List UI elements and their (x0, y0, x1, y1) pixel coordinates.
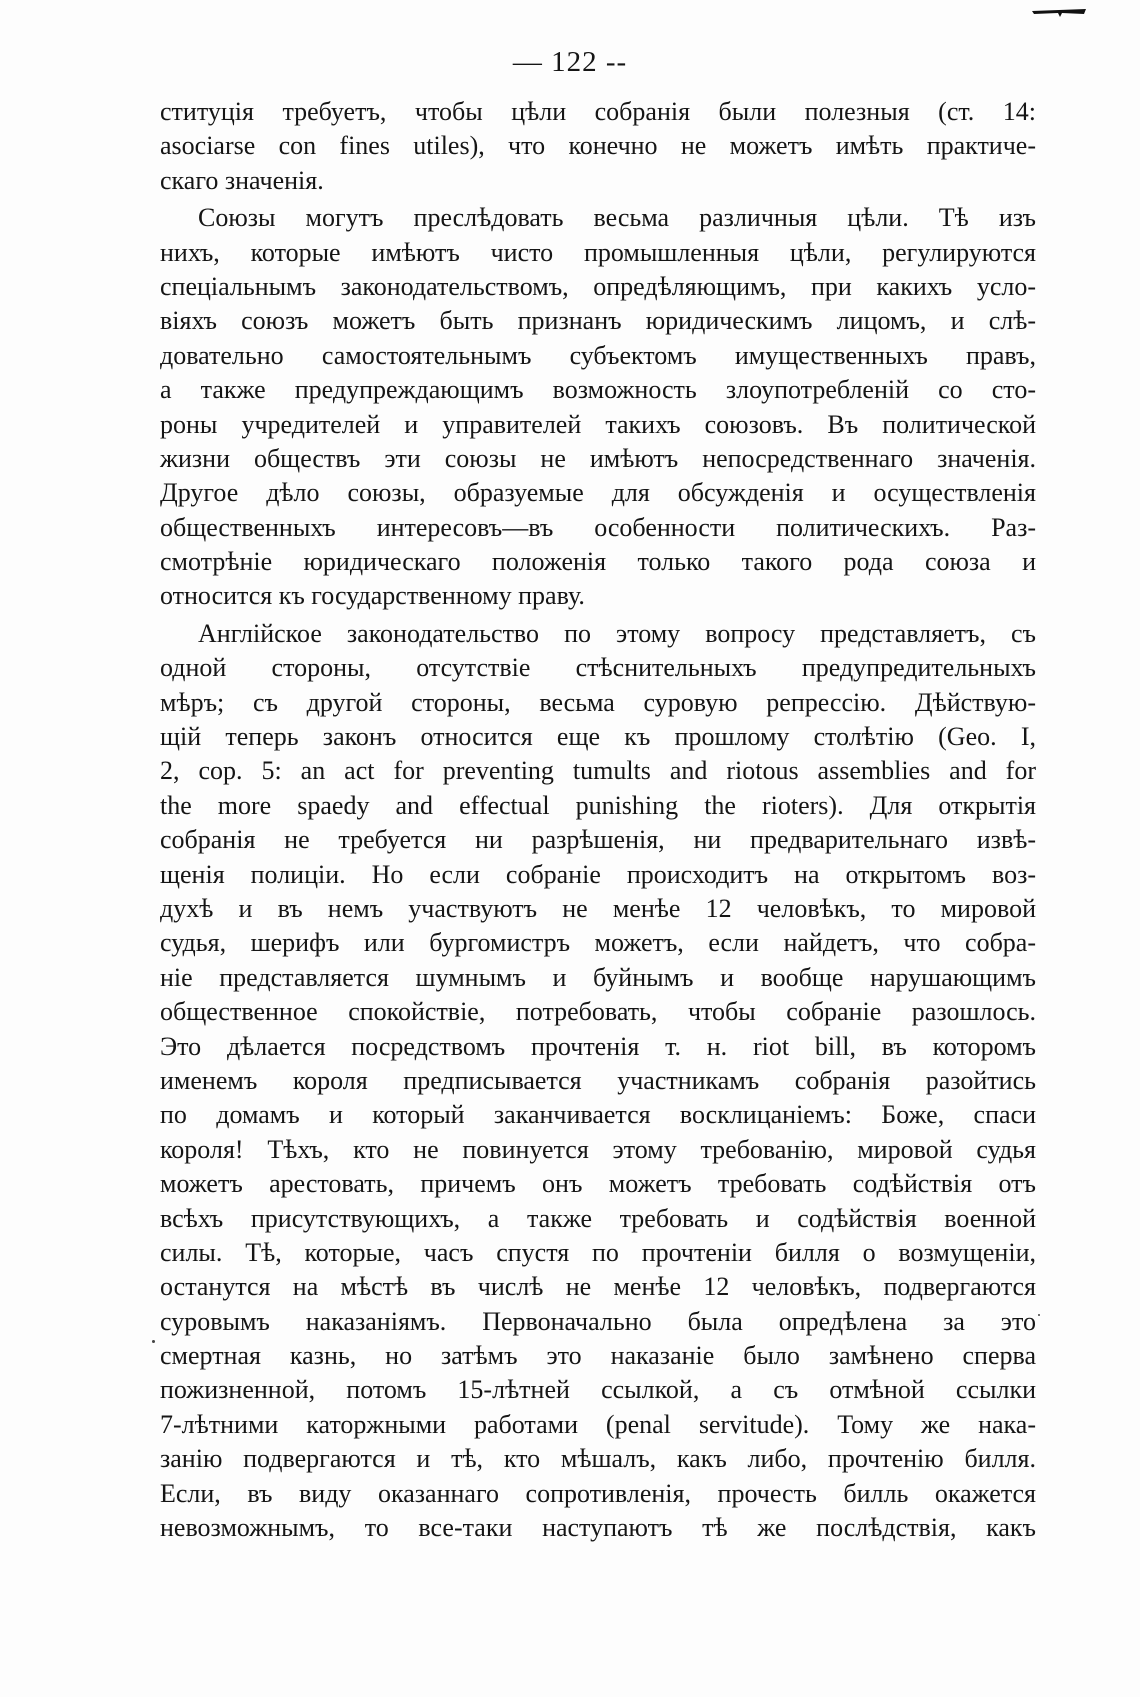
text-line: занію подвергаются и тѣ, кто мѣшалъ, какъ либо, прочтенію билля. (160, 1444, 1036, 1474)
text-line: смертная казнь, но затѣмъ это наказаніе было замѣнено сперва (160, 1341, 1036, 1371)
text-line: духѣ и въ немъ участвуютъ не менѣе 12 человѣкъ, то мировой (160, 893, 1036, 923)
text-line: общественное спокойствіе, потребовать, чтобы собраніе разошлось. (160, 997, 1036, 1027)
text-line: всѣхъ присутствующихъ, а также требовать и содѣйствія военной (160, 1203, 1036, 1233)
corner-ink-mark (1032, 8, 1086, 18)
text-line: можетъ арестовать, причемъ онъ можетъ требовать содѣйствія отъ (160, 1169, 1036, 1199)
paragraph (160, 201, 1036, 614)
text-line: ніе представляется шумнымъ и буйнымъ и вообще нарушающимъ (160, 962, 1036, 992)
text-line: роны учредителей и управителей такихъ союзовъ. Въ политической (160, 409, 1036, 439)
text-line: 2, cop. 5: an act for preventing tumults and riotous assemblies and for (160, 756, 1036, 786)
text-line: довательно самостоятельнымъ субъектомъ имущественныхъ правъ, (160, 340, 1036, 370)
text-line: смотрѣніе юридическаго положенія только такого рода союза и (160, 547, 1036, 577)
text-line: щій теперь законъ относится еще къ прошлому столѣтію (Geo. I, (160, 722, 1036, 752)
text-line: нихъ, которые имѣютъ чисто промышленныя цѣли, регулируются (160, 237, 1036, 267)
text-line: пожизненной, потомъ 15-лѣтней ссылкой, а съ отмѣной ссылки (160, 1375, 1036, 1405)
text-line: собранія не требуется ни разрѣшенія, ни предварительнаго извѣ- (160, 825, 1036, 855)
text-line: спеціальнымъ законодательствомъ, опредѣляющимъ, при какихъ усло- (160, 271, 1036, 301)
text-line: а также предупреждающимъ возможность злоупотребленій со сто- (160, 375, 1036, 405)
text-line: щенія полиціи. Но если собраніе происходитъ на открытомъ воз- (160, 859, 1036, 889)
text-line: скаго значенія. (160, 165, 324, 195)
text-line: Если, въ виду оказаннаго сопротивленія, прочесть билль окажется (160, 1478, 1036, 1508)
page-number: — 122 -- (512, 46, 628, 78)
text-line: Другое дѣло союзы, образуемые для обсужденія и осуществленія (160, 478, 1036, 508)
paragraph (160, 617, 1036, 1546)
text-line: короля! Тѣхъ, кто не повинуется этому требованію, мировой судья (160, 1134, 1036, 1164)
text-line: the more spaedy and effectual punishing the rioters). Для открытія (160, 790, 1036, 820)
text-line: останутся на мѣстѣ въ числѣ не менѣе 12 человѣкъ, подвергаются (160, 1272, 1036, 1302)
text-line: ституція требуетъ, чтобы цѣли собранія были полезныя (ст. 14: (160, 97, 1036, 126)
text-line: Это дѣлается посредствомъ прочтенія т. н. riot bill, въ которомъ (160, 1031, 1036, 1061)
text-line: Англійское законодательство по этому вопросу представляетъ, съ (198, 618, 1036, 648)
paragraph (160, 95, 1036, 198)
text-line: невозможнымъ, то все-таки наступаютъ тѣ же послѣдствія, какъ (160, 1513, 1036, 1543)
print-speck (1038, 1314, 1040, 1316)
print-speck (152, 1340, 155, 1343)
text-line: жизни обществъ эти союзы не имѣютъ непосредственнаго значенія. (160, 443, 1036, 473)
text-line: asociarse con fines utiles), что конечно не можетъ имѣть практиче- (160, 131, 1036, 161)
text-line: относится къ государственному праву. (160, 581, 585, 611)
text-line: суровымъ наказаніямъ. Первоначально была опредѣлена за это (160, 1306, 1036, 1336)
text-line: общественныхъ интересовъ—въ особенности политическихъ. Раз- (160, 512, 1036, 542)
text-line: Союзы могутъ преслѣдовать весьма различныя цѣли. Тѣ изъ (198, 203, 1036, 233)
text-line: судья, шерифъ или бургомистръ можетъ, если найдетъ, что собра- (160, 928, 1036, 958)
text-line: именемъ короля предписывается участникамъ собранія разойтись (160, 1065, 1036, 1095)
body-text (160, 95, 1036, 1545)
text-line: мѣръ; съ другой стороны, весьма суровую репрессію. Дѣйствую- (160, 687, 1036, 717)
text-line: віяхъ союзъ можетъ быть признанъ юридическимъ лицомъ, и слѣ- (160, 306, 1036, 336)
text-line: 7-лѣтними каторжными работами (penal servitude). Тому же нака- (160, 1409, 1036, 1439)
text-line: одной стороны, отсутствіе стѣснительныхъ предупредительныхъ (160, 653, 1036, 683)
text-line: по домамъ и который заканчивается восклицаніемъ: Боже, спаси (160, 1100, 1036, 1130)
text-line: силы. Тѣ, которые, часъ спустя по прочтеніи билля о возмущеніи, (160, 1237, 1036, 1267)
